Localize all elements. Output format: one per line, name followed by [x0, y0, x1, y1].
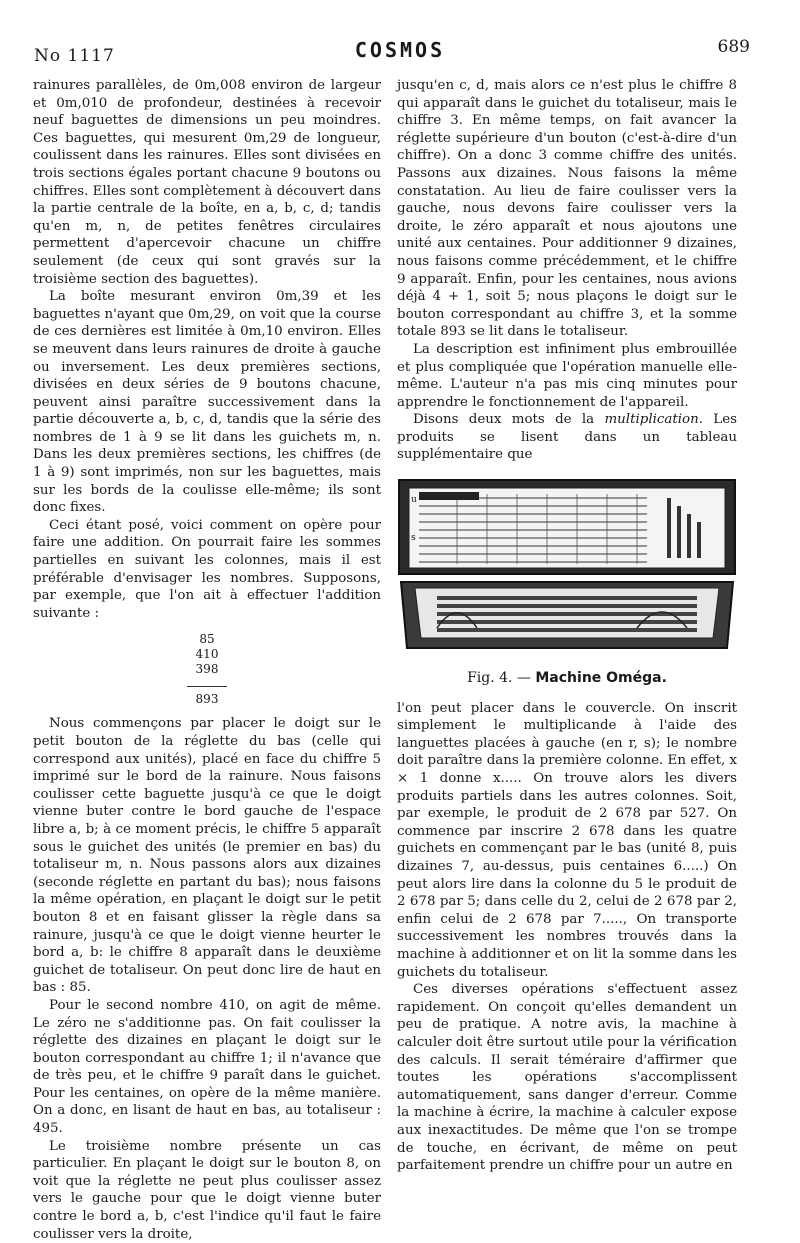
- paragraph: l'on peut placer dans le couvercle. On inscrit simplement le multiplicande à l'aide des languettes placées à gauche (en r, s); le nombre doit paraître dans la première colonne. En effet, x × 1 donne x..... On trouve alors les divers produits partiels dans les autres colonnes. Soit, par exemple, le produit de 2 678 par 527. On commence par inscrire 2 678 dans les quatre guichets en commençant par le bas (unité 8, puis dizaines 7, au-dessus, puis centaines 6.....) On peut alors lire dans la colonne du 5 le produit de 2 678 par 5; dans celle du 2, celui de 2 678 par 2, enfin celui de 2 678 par 7....., On transporte successivement les nombres trouvés dans la machine à additionner et on lit la somme dans les guichets du totaliseur.: [397, 700, 738, 980]
- svg-text:u: u: [411, 495, 417, 506]
- machine-illustration: [397, 478, 737, 658]
- paragraph: La boîte mesurant environ 0m,39 et les baguettes n'ayant que 0m,29, on voit que la course de ces dernières est limitée à 0m,10 environ. Elles se meuvent dans leurs rainures de droite à gauche ou inversement. Les deux premières sections, divisées en deux séries de 9 boutons chacune, peuvent ainsi paraître successivement dans la partie découverte a, b, c, d, tandis que la série des nombres de 1 à 9 se lit dans les guichets m, n. Dans les deux premières sections, les chiffres (de 1 à 9) sont imprimés, non sur les baguettes, mais sur les bords de la coulisse elle-même; ils sont donc fixes.: [33, 289, 381, 516]
- addition-example: [33, 632, 381, 707]
- paragraph: rainures parallèles, de 0m,008 environ de largeur et 0m,010 de profondeur, destinées à recevoir neuf baguettes de dimensions un peu moindres. Ces baguettes, qui mesurent 0m,29 de longueur, coulissent dans les rainures. Elles sont divisées en trois sections égales portant chacune 9 boutons ou chiffres. Elles sont complètement à découvert dans la partie centrale de la boîte, en a, b, c, d; tandis qu'en m, n, de petites fenêtres circulaires permettent d'apercevoir chacune un chiffre seulement (de ceux qui sont gravés sur la troisième section des baguettes).: [33, 78, 381, 287]
- svg-text:s: s: [411, 533, 416, 544]
- journal-title: COSMOS: [354, 38, 446, 62]
- paragraph: Disons deux mots de la multiplication. Les produits se lisent dans un tableau supplémentaire que: [397, 412, 737, 463]
- figure: [397, 478, 737, 688]
- addend: 410: [195, 647, 219, 662]
- figure-title: Machine Oméga.: [535, 670, 667, 687]
- sum-total: 893: [195, 692, 219, 707]
- machine-omega-drawing: [397, 478, 737, 658]
- paragraph: La description est infiniment plus embrouillée et plus compliquée que l'opération manuelle elle-même. L'auteur n'a pas mis cinq minutes pour apprendre le fonctionnement de l'appareil.: [397, 341, 737, 410]
- figure-caption: Fig. 4. — Machine Oméga.: [467, 670, 667, 687]
- paragraph: Nous commençons par placer le doigt sur le petit bouton de la réglette du bas (celle qui correspond aux unités), placé en face du chiffre 5 imprimé sur le bord de la rainure. Nous faisons coulisser cette baguette jusqu'à ce que le doigt vienne buter contre le bord gauche de l'espace libre a, b; à ce moment précis, le chiffre 5 apparaît sous le guichet des unités (le premier en bas) du totaliseur m, n. Nous passons alors aux dizaines (seconde réglette en partant du bas); nous faisons la même opération, en plaçant le doigt sur le petit bouton 8 et en faisant glisser la règle dans sa rainure, jusqu'à ce que le doigt vienne heurter le bord a, b: le chiffre 8 apparaît dans le deuxième guichet de totaliseur. On peut donc lire de haut en bas : 85.: [33, 716, 381, 996]
- issue-number: No 1117: [34, 46, 115, 66]
- paragraph: Ces diverses opérations s'effectuent assez rapidement. On conçoit qu'elles demandent un peu de pratique. A notre avis, la machine à calculer doit être surtout utile pour la vérification des calculs. Il serait téméraire d'affirmer que toutes les opérations s'accomplissent automatiquement, sans danger d'erreur. Comme la machine à écrire, la machine à calculer expose aux inexactitudes. De même que l'on se trompe de touche, en écrivant, de même on peut parfaitement prendre un chiffre pour un autre en: [397, 982, 737, 1174]
- paragraph: Ceci étant posé, voici comment on opère pour faire une addition. On pourrait faire les sommes partielles en suivant les colonnes, mais il est préférable d'envisager les nombres. Supposons, par exemple, que l'on ait à effectuer l'addition suivante :: [33, 517, 381, 621]
- sum-rule: [187, 686, 227, 687]
- right-column: [397, 77, 737, 1175]
- emphasis: multiplication: [604, 412, 699, 428]
- left-column: [33, 77, 381, 1243]
- page-header: [0, 0, 800, 70]
- paragraph: Pour le second nombre 410, on agit de même. Le zéro ne s'additionne pas. On fait coulisser la réglette des dizaines en plaçant le doigt sur le bouton correspondant au chiffre 1; il n'avance que de très peu, et le chiffre 9 paraît dans le guichet. Pour les centaines, on opère de la même manière. On a donc, en lisant de haut en bas, au totaliseur : 495.: [33, 997, 381, 1137]
- page-number: 689: [717, 37, 750, 57]
- paragraph: Le troisième nombre présente un cas particulier. En plaçant le doigt sur le bouton 8, on voit que la réglette ne peut plus coulisser assez vers le gauche pour que le doigt vienne buter contre le bord a, b, c'est l'indice qu'il faut le faire coulisser vers la droite,: [33, 1138, 381, 1242]
- addend: 85: [199, 632, 215, 647]
- addend: 398: [195, 662, 219, 677]
- paragraph: jusqu'en c, d, mais alors ce n'est plus le chiffre 8 qui apparaît dans le guichet du totaliseur, mais le chiffre 3. En même temps, on fait avancer la réglette supérieure d'un bouton (c'est-à-dire d'un chiffre). On a donc 3 comme chiffre des unités. Passons aux dizaines. Nous faisons la même constatation. Au lieu de faire coulisser vers la gauche, nous devons faire coulisser vers la droite, le zéro apparaît et nous ajoutons une unité aux centaines. Pour additionner 9 dizaines, nous faisons comme précédemment, et le chiffre 9 apparaît. Enfin, pour les centaines, nous avions déjà 4 + 1, soit 5; nous plaçons le doigt sur le bouton correspondant au chiffre 3, et la somme totale 893 se lit dans le totaliseur.: [397, 78, 737, 340]
